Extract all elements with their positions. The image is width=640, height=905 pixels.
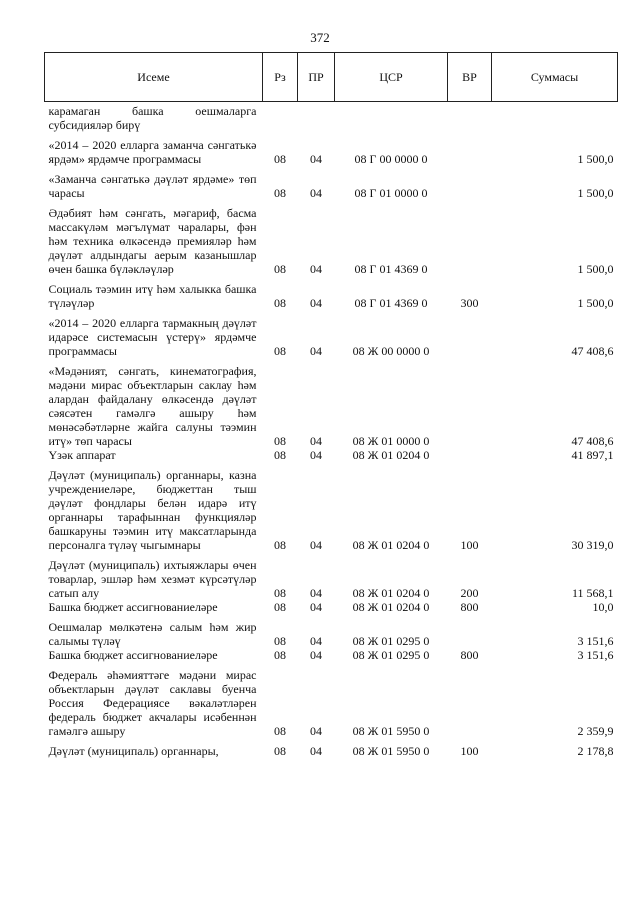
row-sum: 1 500,0	[577, 186, 614, 200]
row-vr	[448, 358, 492, 448]
row-csr: 08 Г 01 4369 0	[354, 262, 428, 276]
row-pr	[298, 102, 335, 133]
row-csr: 08 Ж 01 0000 0	[352, 434, 430, 448]
row-sum: 2 359,9	[577, 724, 614, 738]
row-name: Башка бюджет ассигнованиеләре	[48, 648, 218, 662]
table-row	[45, 102, 618, 133]
row-sum: 11 568,1	[571, 586, 614, 600]
table-row	[45, 132, 618, 166]
row-vr	[448, 200, 492, 276]
row-csr: 08 Ж 01 5950 0	[352, 744, 430, 758]
table-row	[45, 462, 618, 552]
header-pr: ПР	[298, 53, 335, 102]
row-rz: 08	[274, 538, 286, 552]
row-sum: 2 178,8	[577, 744, 614, 758]
row-sum: 30 319,0	[571, 538, 614, 552]
row-name: Социаль тәэмин итү һәм халыкка башка түләүләр	[48, 282, 257, 310]
row-vr	[448, 614, 492, 648]
row-rz: 08	[274, 344, 286, 358]
row-name: Үзәк аппарат	[48, 448, 116, 462]
row-rz: 08	[274, 448, 286, 462]
row-pr: 04	[310, 634, 322, 648]
row-vr: 200	[460, 586, 479, 600]
table-body	[45, 102, 618, 759]
row-sum: 1 500,0	[577, 296, 614, 310]
table-row	[45, 200, 618, 276]
row-rz: 08	[274, 744, 286, 758]
table-row	[45, 552, 618, 600]
row-csr: 08 Ж 01 0204 0	[352, 448, 430, 462]
row-sum: 10,0	[592, 600, 614, 614]
row-vr	[448, 102, 492, 133]
row-name: Оешмалар мөлкәтенә салым һәм жир салымы түләү	[48, 620, 257, 648]
row-pr: 04	[310, 296, 322, 310]
row-name: Дәүләт (муниципаль) ихтыяжлары өчен товарлар, эшләр һәм хезмәт күрсәтүләр сатып алу	[48, 558, 257, 600]
row-name: Әдәбият һәм сәнгать, мәгариф, басма массакүләм мәгълүмат чаралары, фән һәм техника өлкәсендә премияләр һәм дәүләт алдындагы аерым казанышлар өчен башка бүләкләүләр	[48, 206, 257, 276]
table-row	[45, 276, 618, 310]
row-rz: 08	[274, 262, 286, 276]
row-name: Башка бюджет ассигнованиеләре	[48, 600, 218, 614]
header-sum: Суммасы	[492, 53, 618, 102]
header-rz: Рз	[263, 53, 298, 102]
row-csr: 08 Ж 00 0000 0	[352, 344, 430, 358]
row-rz: 08	[274, 186, 286, 200]
row-vr	[448, 310, 492, 358]
table-row	[45, 448, 618, 462]
row-vr	[448, 662, 492, 738]
table-header	[45, 53, 618, 102]
row-csr: 08 Ж 01 0295 0	[352, 634, 430, 648]
row-rz: 08	[274, 296, 286, 310]
row-vr	[448, 448, 492, 462]
row-rz	[263, 102, 298, 133]
row-sum: 47 408,6	[571, 344, 614, 358]
row-rz: 08	[274, 152, 286, 166]
row-pr: 04	[310, 448, 322, 462]
row-pr: 04	[310, 186, 322, 200]
row-name: Дәүләт (муниципаль) органнары, казна учреждениеләре, бюджеттан тыш дәүләт фондлары белән идарә итү органнары тарафыннан функцияләр башкаруны тәэмин итү максатларында персоналга түләү чыгымнары	[48, 468, 257, 552]
table-row	[45, 662, 618, 738]
row-pr: 04	[310, 152, 322, 166]
table-row	[45, 600, 618, 614]
row-vr: 300	[460, 296, 479, 310]
row-name: «Заманча сәнгатькә дәүләт ярдәме» төп чарасы	[48, 172, 257, 200]
header-vr: ВР	[448, 53, 492, 102]
row-csr	[335, 102, 448, 133]
row-rz: 08	[274, 600, 286, 614]
row-pr: 04	[310, 538, 322, 552]
budget-table	[44, 52, 618, 758]
row-name: «Мәдәният, сәнгать, кинематография, мәдәни мирас объектларын саклау һәм алардан файдалану өлкәсендә дәүләт сәясәтен гамәлгә ашыру һәм мөнәсәбәтләрне жайга салуны тәэмин итү» төп чарасы	[48, 364, 257, 448]
row-vr: 100	[460, 744, 479, 758]
row-rz: 08	[274, 586, 286, 600]
table-row	[45, 310, 618, 358]
row-sum: 3 151,6	[577, 634, 614, 648]
row-sum: 3 151,6	[577, 648, 614, 662]
row-name: «2014 – 2020 елларга заманча сәнгатькә ярдәм» ярдәмче программасы	[48, 138, 257, 166]
row-pr: 04	[310, 434, 322, 448]
row-vr	[448, 132, 492, 166]
row-csr: 08 Ж 01 0204 0	[352, 538, 430, 552]
row-rz: 08	[274, 648, 286, 662]
row-sum: 1 500,0	[577, 262, 614, 276]
table-row	[45, 614, 618, 648]
row-csr: 08 Ж 01 5950 0	[352, 724, 430, 738]
row-sum	[492, 102, 618, 133]
row-rz: 08	[274, 724, 286, 738]
row-csr: 08 Г 00 0000 0	[354, 152, 428, 166]
row-pr: 04	[310, 586, 322, 600]
table-row	[45, 648, 618, 662]
row-vr: 100	[460, 538, 479, 552]
row-sum: 41 897,1	[571, 448, 614, 462]
row-csr: 08 Г 01 4369 0	[354, 296, 428, 310]
table-row	[45, 166, 618, 200]
table-row	[45, 738, 618, 758]
row-pr: 04	[310, 648, 322, 662]
page-number: 372	[310, 30, 330, 45]
row-sum: 1 500,0	[577, 152, 614, 166]
row-vr	[448, 166, 492, 200]
row-pr: 04	[310, 344, 322, 358]
header-name: Исеме	[45, 53, 263, 102]
row-csr: 08 Ж 01 0295 0	[352, 648, 430, 662]
header-csr: ЦСР	[335, 53, 448, 102]
row-name: карамаган башка оешмаларга субсидияләр бирү	[48, 104, 257, 132]
row-name: Дәүләт (муниципаль) органнары,	[48, 744, 219, 758]
row-csr: 08 Ж 01 0204 0	[352, 600, 430, 614]
row-pr: 04	[310, 262, 322, 276]
row-pr: 04	[310, 600, 322, 614]
row-vr: 800	[460, 600, 479, 614]
table-row	[45, 358, 618, 448]
row-rz: 08	[274, 434, 286, 448]
row-vr: 800	[460, 648, 479, 662]
row-pr: 04	[310, 724, 322, 738]
row-pr: 04	[310, 744, 322, 758]
row-name: Федераль әһәмияттәге мәдәни мирас объектларын дәүләт саклавы буенча Россия Федерациясе вәкаләтләрен федераль бюджет акчалары исәбеннән гамәлгә ашыру	[48, 668, 257, 738]
row-csr: 08 Ж 01 0204 0	[352, 586, 430, 600]
row-name: «2014 – 2020 елларга тармакның дәүләт идарәсе системасын үстерү» ярдәмче программасы	[48, 316, 257, 358]
row-rz: 08	[274, 634, 286, 648]
row-sum: 47 408,6	[571, 434, 614, 448]
row-csr: 08 Г 01 0000 0	[354, 186, 428, 200]
